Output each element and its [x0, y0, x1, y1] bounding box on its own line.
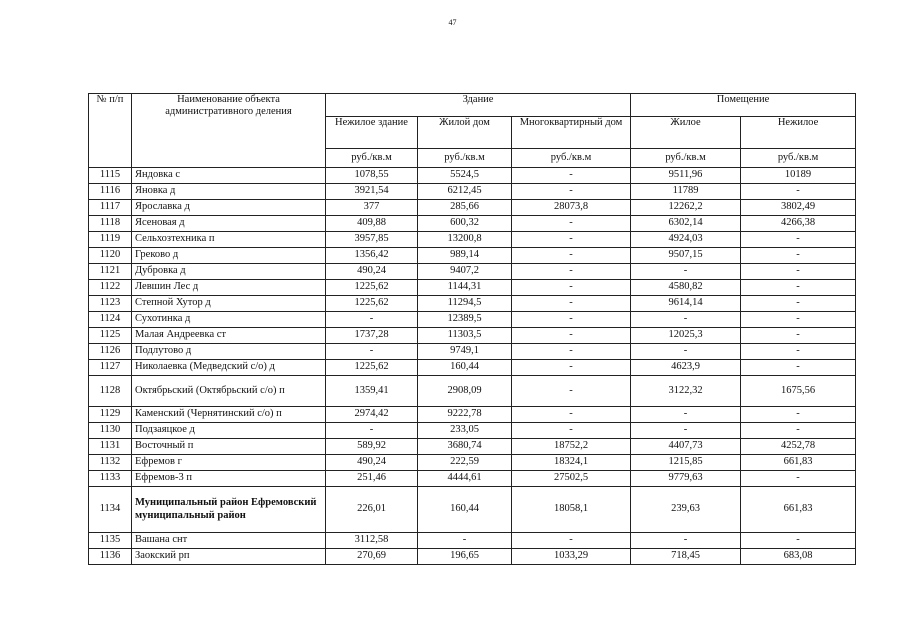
row-object-name: Малая Андреевка ст — [132, 328, 326, 344]
table-row — [89, 216, 856, 232]
value-res-house: 11294,5 — [418, 296, 512, 312]
value-nonres-building: - — [326, 423, 418, 439]
value-nonres-building: 1737,28 — [326, 328, 418, 344]
value-res-premises: 12025,3 — [631, 328, 741, 344]
value-nonres-building: 1078,55 — [326, 168, 418, 184]
table-row — [89, 248, 856, 264]
header-number: № п/п — [89, 94, 132, 168]
value-res-premises: - — [631, 407, 741, 423]
value-nonres-building: 490,24 — [326, 264, 418, 280]
value-nonres-premises: - — [741, 471, 856, 487]
value-nonres-building: 1225,62 — [326, 280, 418, 296]
table-row — [89, 439, 856, 455]
value-nonres-building: - — [326, 344, 418, 360]
value-nonres-building: 1359,41 — [326, 376, 418, 407]
row-object-name: Ефремов-3 п — [132, 471, 326, 487]
value-nonres-premises: - — [741, 328, 856, 344]
value-nonres-building: 3112,58 — [326, 533, 418, 549]
value-nonres-premises: - — [741, 312, 856, 328]
value-apartment-building: - — [512, 423, 631, 439]
value-res-premises: 718,45 — [631, 549, 741, 565]
value-nonres-building: 409,88 — [326, 216, 418, 232]
row-object-name: Сухотинка д — [132, 312, 326, 328]
row-object-name: Октябрьский (Октябрьский с/о) п — [132, 376, 326, 407]
value-apartment-building: 18058,1 — [512, 487, 631, 533]
table-row — [89, 232, 856, 248]
row-number: 1118 — [89, 216, 132, 232]
value-nonres-premises: 661,83 — [741, 455, 856, 471]
table-row — [89, 533, 856, 549]
value-res-house: 9407,2 — [418, 264, 512, 280]
value-nonres-building: 490,24 — [326, 455, 418, 471]
row-number: 1121 — [89, 264, 132, 280]
value-nonres-building: 1356,42 — [326, 248, 418, 264]
value-res-premises: 4580,82 — [631, 280, 741, 296]
value-res-premises: - — [631, 312, 741, 328]
value-res-house: 233,05 — [418, 423, 512, 439]
row-number: 1131 — [89, 439, 132, 455]
header-group-building: Здание — [326, 94, 631, 117]
table-row — [89, 168, 856, 184]
value-res-premises: 9507,15 — [631, 248, 741, 264]
value-res-house: 160,44 — [418, 487, 512, 533]
row-object-name: Ярославка д — [132, 200, 326, 216]
row-object-name: Яновка д — [132, 184, 326, 200]
value-res-premises: 11789 — [631, 184, 741, 200]
value-res-premises: 1215,85 — [631, 455, 741, 471]
value-apartment-building: 18752,2 — [512, 439, 631, 455]
value-res-house: 160,44 — [418, 360, 512, 376]
value-nonres-building: 1225,62 — [326, 296, 418, 312]
value-apartment-building: - — [512, 184, 631, 200]
value-apartment-building: - — [512, 376, 631, 407]
value-res-house: 5524,5 — [418, 168, 512, 184]
row-object-name: Дубровка д — [132, 264, 326, 280]
row-object-name: Левшин Лес д — [132, 280, 326, 296]
value-res-house: 6212,45 — [418, 184, 512, 200]
row-object-name: Подлутово д — [132, 344, 326, 360]
table-row — [89, 455, 856, 471]
row-number: 1123 — [89, 296, 132, 312]
row-object-name: Каменский (Чернятинский с/о) п — [132, 407, 326, 423]
value-res-premises: 4924,03 — [631, 232, 741, 248]
header-name: Наименование объекта административного деления — [132, 94, 326, 168]
value-nonres-premises: - — [741, 344, 856, 360]
row-number: 1129 — [89, 407, 132, 423]
page-number: 47 — [448, 18, 457, 27]
value-res-house: 9222,78 — [418, 407, 512, 423]
value-res-house: 3680,74 — [418, 439, 512, 455]
value-apartment-building: - — [512, 328, 631, 344]
value-res-house: 196,65 — [418, 549, 512, 565]
value-res-house: 9749,1 — [418, 344, 512, 360]
row-number: 1132 — [89, 455, 132, 471]
table-row — [89, 423, 856, 439]
value-apartment-building: - — [512, 216, 631, 232]
value-nonres-premises: - — [741, 232, 856, 248]
value-res-premises: - — [631, 264, 741, 280]
header-apartment-building: Многоквартирный дом — [512, 117, 631, 149]
unit-label: руб./кв.м — [631, 149, 741, 168]
value-apartment-building: - — [512, 296, 631, 312]
table-row — [89, 296, 856, 312]
value-res-house: 13200,8 — [418, 232, 512, 248]
value-res-premises: 6302,14 — [631, 216, 741, 232]
row-object-name: Греково д — [132, 248, 326, 264]
value-res-house: 11303,5 — [418, 328, 512, 344]
table-row — [89, 487, 856, 533]
value-nonres-premises: - — [741, 533, 856, 549]
row-object-name: Ясеновая д — [132, 216, 326, 232]
value-res-premises: - — [631, 423, 741, 439]
value-apartment-building: - — [512, 312, 631, 328]
value-apartment-building: - — [512, 407, 631, 423]
table-row — [89, 280, 856, 296]
row-number: 1128 — [89, 376, 132, 407]
unit-label: руб./кв.м — [512, 149, 631, 168]
header-nonres-building: Нежилое здание — [326, 117, 418, 149]
value-res-premises: 4623,9 — [631, 360, 741, 376]
value-res-house: 1144,31 — [418, 280, 512, 296]
row-number: 1136 — [89, 549, 132, 565]
row-number: 1115 — [89, 168, 132, 184]
table-row — [89, 328, 856, 344]
value-nonres-premises: 4252,78 — [741, 439, 856, 455]
value-res-house: 285,66 — [418, 200, 512, 216]
row-number: 1119 — [89, 232, 132, 248]
value-nonres-premises: - — [741, 423, 856, 439]
table-row — [89, 344, 856, 360]
value-nonres-building: 270,69 — [326, 549, 418, 565]
value-nonres-building: 226,01 — [326, 487, 418, 533]
value-apartment-building: 1033,29 — [512, 549, 631, 565]
value-res-premises: 9779,63 — [631, 471, 741, 487]
row-object-name: Восточный п — [132, 439, 326, 455]
row-number: 1122 — [89, 280, 132, 296]
value-res-premises: 9511,96 — [631, 168, 741, 184]
header-nonres-premises: Нежилое — [741, 117, 856, 149]
value-res-premises: 239,63 — [631, 487, 741, 533]
value-res-house: 2908,09 — [418, 376, 512, 407]
row-number: 1116 — [89, 184, 132, 200]
row-number: 1125 — [89, 328, 132, 344]
value-nonres-building: 3957,85 — [326, 232, 418, 248]
unit-label: руб./кв.м — [418, 149, 512, 168]
table-row — [89, 312, 856, 328]
value-res-house: 4444,61 — [418, 471, 512, 487]
row-object-name: Муниципальный район Ефремовский муниципальный район — [132, 487, 326, 533]
row-object-name: Яндовка с — [132, 168, 326, 184]
table-row — [89, 376, 856, 407]
row-object-name: Подзаяцкое д — [132, 423, 326, 439]
value-res-house: 12389,5 — [418, 312, 512, 328]
value-res-house: 222,59 — [418, 455, 512, 471]
table-row — [89, 264, 856, 280]
value-apartment-building: - — [512, 280, 631, 296]
value-nonres-premises: - — [741, 280, 856, 296]
value-res-house: - — [418, 533, 512, 549]
row-object-name: Степной Хутор д — [132, 296, 326, 312]
value-nonres-premises: - — [741, 248, 856, 264]
table-row — [89, 360, 856, 376]
value-apartment-building: 18324,1 — [512, 455, 631, 471]
row-number: 1124 — [89, 312, 132, 328]
value-nonres-building: 251,46 — [326, 471, 418, 487]
row-object-name: Сельхозтехника п — [132, 232, 326, 248]
row-object-name: Ефремов г — [132, 455, 326, 471]
table-row — [89, 184, 856, 200]
value-res-premises: 3122,32 — [631, 376, 741, 407]
row-number: 1117 — [89, 200, 132, 216]
row-object-name: Заокский рп — [132, 549, 326, 565]
cadastral-value-table — [88, 93, 856, 565]
value-apartment-building: - — [512, 344, 631, 360]
value-res-premises: 9614,14 — [631, 296, 741, 312]
row-object-name: Вашана снт — [132, 533, 326, 549]
value-apartment-building: - — [512, 533, 631, 549]
value-apartment-building: - — [512, 232, 631, 248]
table-row — [89, 200, 856, 216]
value-nonres-building: 1225,62 — [326, 360, 418, 376]
table-row — [89, 549, 856, 565]
value-nonres-building: 2974,42 — [326, 407, 418, 423]
table-body — [89, 168, 856, 565]
value-nonres-premises: - — [741, 296, 856, 312]
value-apartment-building: 28073,8 — [512, 200, 631, 216]
row-number: 1126 — [89, 344, 132, 360]
value-nonres-premises: - — [741, 407, 856, 423]
value-res-premises: - — [631, 533, 741, 549]
row-number: 1130 — [89, 423, 132, 439]
value-nonres-premises: 10189 — [741, 168, 856, 184]
header-group-premises: Помещение — [631, 94, 856, 117]
value-apartment-building: - — [512, 264, 631, 280]
value-nonres-premises: - — [741, 264, 856, 280]
row-object-name: Николаевка (Медведский с/о) д — [132, 360, 326, 376]
value-res-premises: 12262,2 — [631, 200, 741, 216]
value-nonres-premises: 661,83 — [741, 487, 856, 533]
value-res-house: 600,32 — [418, 216, 512, 232]
value-apartment-building: - — [512, 248, 631, 264]
row-number: 1134 — [89, 487, 132, 533]
value-apartment-building: 27502,5 — [512, 471, 631, 487]
value-nonres-building: 589,92 — [326, 439, 418, 455]
unit-label: руб./кв.м — [741, 149, 856, 168]
table-row — [89, 407, 856, 423]
header-res-house: Жилой дом — [418, 117, 512, 149]
value-nonres-building: 3921,54 — [326, 184, 418, 200]
row-number: 1127 — [89, 360, 132, 376]
value-nonres-building: 377 — [326, 200, 418, 216]
unit-label: руб./кв.м — [326, 149, 418, 168]
value-nonres-premises: 1675,56 — [741, 376, 856, 407]
header-res-premises: Жилое — [631, 117, 741, 149]
value-nonres-premises: - — [741, 360, 856, 376]
row-number: 1133 — [89, 471, 132, 487]
value-nonres-premises: - — [741, 184, 856, 200]
row-number: 1135 — [89, 533, 132, 549]
row-number: 1120 — [89, 248, 132, 264]
value-res-house: 989,14 — [418, 248, 512, 264]
value-nonres-premises: 4266,38 — [741, 216, 856, 232]
value-apartment-building: - — [512, 360, 631, 376]
value-nonres-premises: 683,08 — [741, 549, 856, 565]
value-nonres-building: - — [326, 312, 418, 328]
value-apartment-building: - — [512, 168, 631, 184]
value-res-premises: - — [631, 344, 741, 360]
value-res-premises: 4407,73 — [631, 439, 741, 455]
value-nonres-premises: 3802,49 — [741, 200, 856, 216]
table-row — [89, 471, 856, 487]
